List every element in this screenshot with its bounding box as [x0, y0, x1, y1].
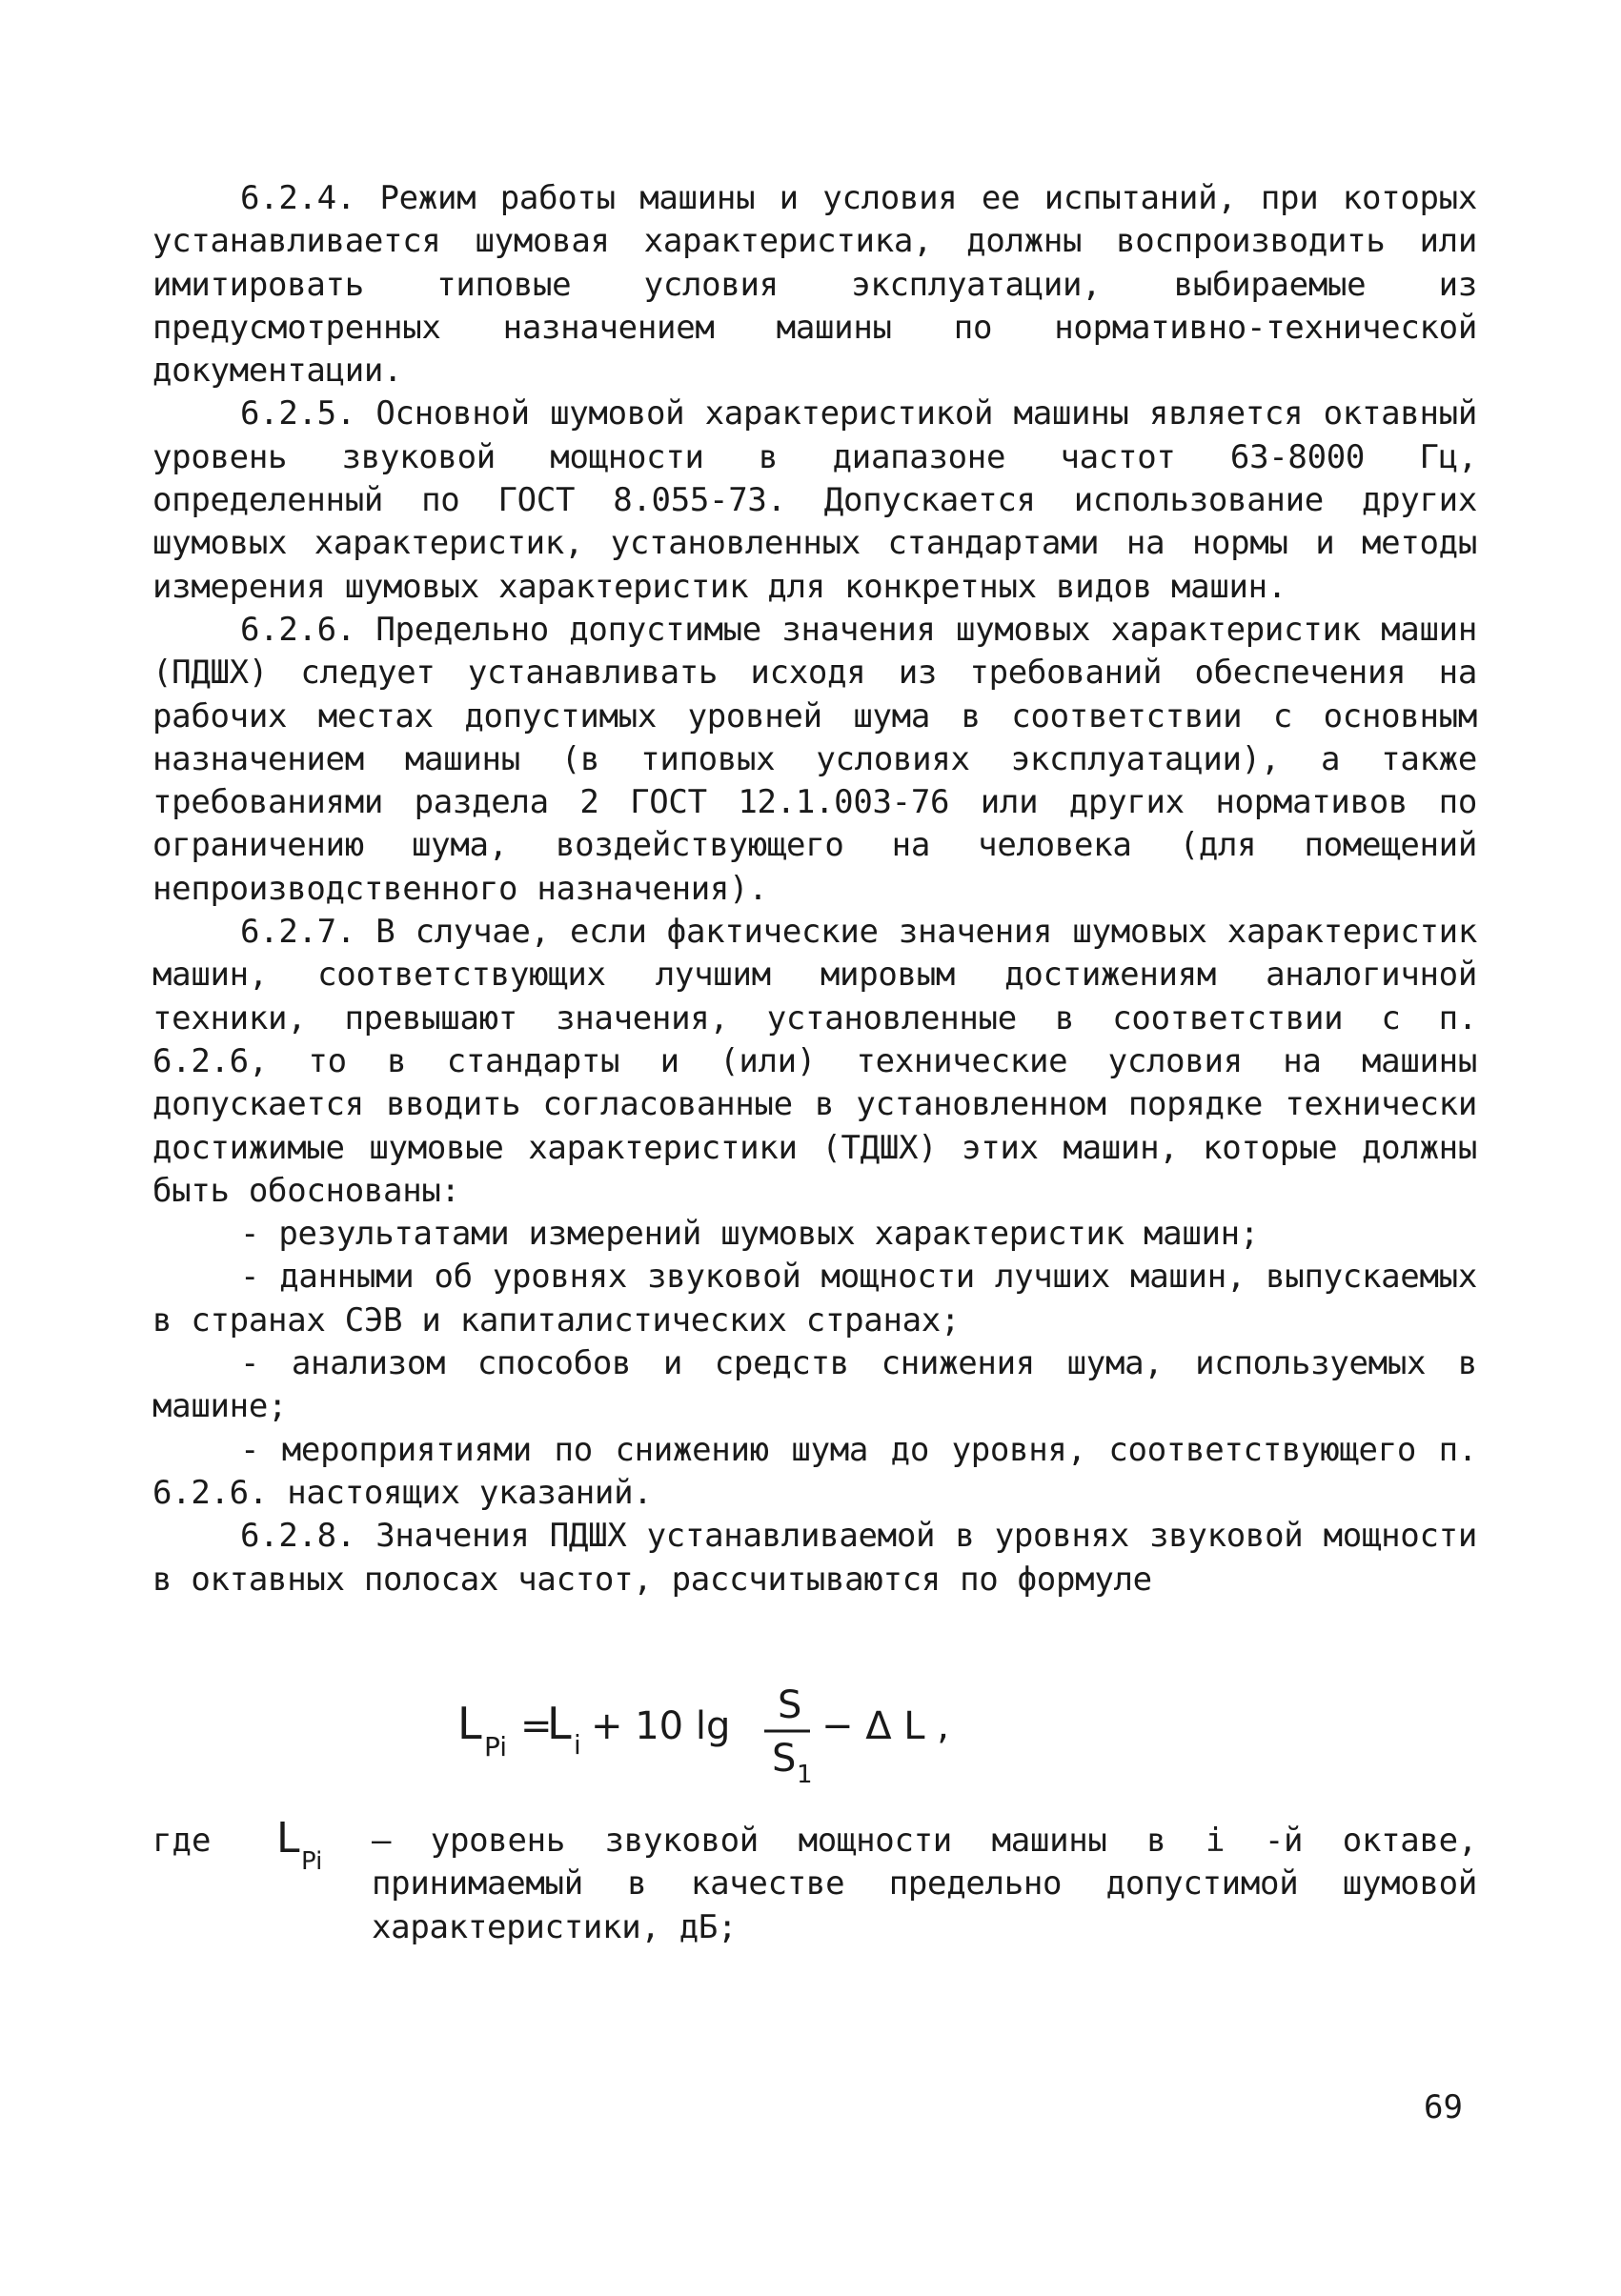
formula-plus-coeff: + 10 lg [591, 1704, 731, 1748]
formula-graphic [457, 1672, 1029, 1796]
formula-lhs-sub: Pi [484, 1731, 508, 1762]
paragraph-6-2-6: 6.2.6. Предельно допустимые значения шумовых характеристик машин (ПДШХ) следует устанавливать исходя из требований обеспечения на рабочих местах допустимых уровней шума в соответствии с основным назначением машины (в типовых условиях эксплуатации), а также требованиями раздела 2 ГОСТ 12.1.003-76 или других нормативов по ограничению шума, воздействующего на человека (для помещений непроизводственного назначения). [152, 610, 1477, 908]
paragraph-6-2-8: 6.2.8. Значения ПДШХ устанавливаемой в уровнях звуковой мощности в октавных полосах частот, рассчитываются по формуле [152, 1517, 1477, 1599]
list-item-noise-reduction-measures: - мероприятиями по снижению шума до уровня, соответствующего п. 6.2.6. настоящих указаний. [152, 1430, 1477, 1512]
sound-power-formula [457, 1672, 1029, 1796]
page-number: 69 [1424, 2088, 1463, 2126]
formula-lhs: L [457, 1698, 482, 1749]
paragraph-6-2-5: 6.2.5. Основной шумовой характеристикой машины является октавный уровень звуковой мощности в диапазоне частот 63-8000 Гц, определенный по ГОСТ 8.055-73. Допускается использование других шумовых характеристик, установленных стандартами на нормы и методы измерения шумовых характеристик для конкретных видов машин. [152, 394, 1477, 606]
formula-term1-sub: i [574, 1729, 581, 1761]
list-item-sound-power-data: - данными об уровнях звуковой мощности лучших машин, выпускаемых в странах СЭВ и капиталистических странах; [152, 1258, 1477, 1339]
where-symbol-letter: L [276, 1814, 300, 1863]
where-definition: – уровень звуковой мощности машины в i -й октаве, принимаемый в качестве предельно допустимой шумовой характеристики, дБ; [372, 1822, 1477, 1946]
list-item-noise-reduction-analysis: - анализом способов и средств снижения шума, используемых в машине; [152, 1344, 1477, 1426]
formula-numerator: S [778, 1683, 802, 1727]
where-symbol-sub: Pi [301, 1847, 323, 1875]
formula-term1: L [547, 1698, 572, 1749]
formula-tail: − Δ L , [821, 1704, 950, 1748]
formula-denominator: S [772, 1737, 797, 1781]
formula-equals: = [520, 1704, 553, 1748]
list-item-measurements: - результатами измерений шумовых характеристик машин; [240, 1215, 1259, 1254]
paragraph-6-2-4: 6.2.4. Режим работы машины и условия ее испытаний, при которых устанавливается шумовая характеристика, должны воспроизводить или имитировать типовые условия эксплуатации, выбираемые из предусмотренных назначением машины по нормативно-технической документации. [152, 179, 1477, 391]
where-label: где [152, 1822, 212, 1860]
body-text [152, 177, 1477, 1601]
formula-denominator-sub: 1 [797, 1761, 813, 1789]
paragraph-6-2-7: 6.2.7. В случае, если фактические значения шумовых характеристик машин, соответствующих лучшим мировым достижениям аналогичной техники, превышают значения, установленные в соответствии с п. 6.2.6, то в стандарты и (или) технические условия на машины допускается вводить согласованные в установленном порядке технически достижимые шумовые характеристики (ТДШХ) этих машин, которые должны быть обоснованы: [152, 913, 1477, 1210]
